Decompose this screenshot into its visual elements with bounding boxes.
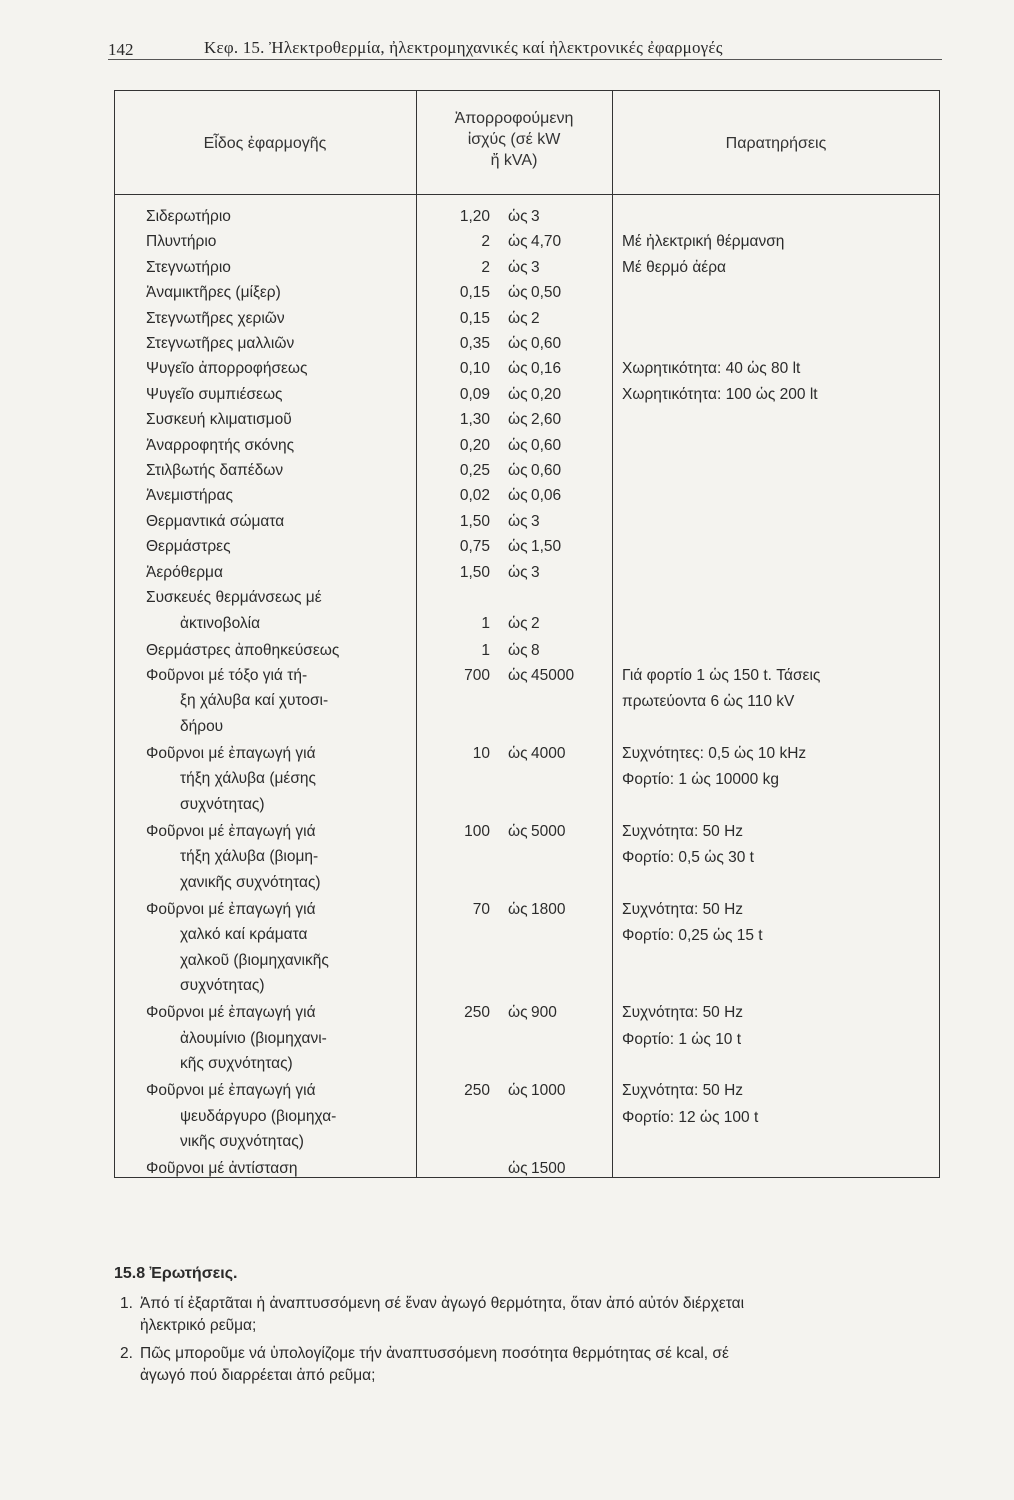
row-application: χανικῆς συχνότητας) <box>180 873 321 891</box>
col-header-notes: Παρατηρήσεις <box>725 135 827 152</box>
row-application: Συσκευή κλιματισμοῦ <box>146 411 292 429</box>
row-power-separator: ὡς <box>508 284 528 302</box>
row-application: Ἀνεμιστήρας <box>146 487 233 505</box>
row-application: Στιλβωτής δαπέδων <box>146 462 284 479</box>
row-power-from: 0,25 <box>459 462 490 479</box>
row-power-from: 0,09 <box>459 385 490 403</box>
row-application: συχνότητας) <box>180 977 265 995</box>
col-header-application: Εἶδος ἐφαρμογῆς <box>203 135 327 152</box>
row-application: Φοῦρνοι μέ τόξο γιά τή- <box>146 666 308 684</box>
row-power-separator: ὡς <box>508 385 528 403</box>
row-power-to: 0,60 <box>531 436 562 454</box>
row-power-separator: ὡς <box>508 487 528 505</box>
row-power-to: 0,60 <box>531 462 562 479</box>
row-power-separator: ὡς <box>508 411 528 429</box>
row-power-separator: ὡς <box>508 614 528 632</box>
row-power-separator: ὡς <box>508 462 528 479</box>
row-note: Φορτίο: 1 ὡς 10 t <box>622 1030 742 1048</box>
row-power-from: 70 <box>472 900 490 918</box>
row-application: Στεγνωτήριο <box>146 258 231 276</box>
row-application: ἀλουμίνιο (βιομηχανι- <box>180 1029 327 1047</box>
row-application: Συσκευές θερμάνσεως μέ <box>146 589 322 606</box>
row-application: Ψυγεῖο ἀπορροφήσεως <box>146 360 308 378</box>
row-power-separator: ὡς <box>508 512 528 530</box>
row-power-to: 0,20 <box>531 385 562 403</box>
row-note: Συχνότητα: 50 Hz <box>622 900 744 918</box>
row-power-from: 0,20 <box>459 436 490 454</box>
row-power-to: 3 <box>531 208 540 225</box>
row-application: Στεγνωτῆρες μαλλιῶν <box>146 335 295 352</box>
row-note: Χωρητικότητα: 40 ὡς 80 lt <box>622 360 801 378</box>
header-divider <box>114 194 940 195</box>
row-application: Φοῦρνοι μέ ἀντίσταση <box>146 1160 298 1178</box>
row-application: Ἀερόθερμα <box>146 563 223 581</box>
row-application: δήρου <box>180 717 224 735</box>
row-power-from: 1,50 <box>459 563 490 581</box>
row-power-to: 2,60 <box>531 411 562 429</box>
col-header-power-line: ἰσχύς (σέ kW <box>467 131 561 148</box>
row-power-separator: ὡς <box>508 436 528 454</box>
row-application: ξη χάλυβα καί χυτοσι- <box>180 692 329 710</box>
row-power-to: 0,60 <box>531 335 562 352</box>
row-power-to: 8 <box>531 641 540 659</box>
row-power-separator: ὡς <box>508 641 528 659</box>
row-power-separator: ὡς <box>508 233 528 251</box>
row-power-from: 250 <box>464 1082 490 1100</box>
row-power-from: 250 <box>464 1004 490 1022</box>
row-power-separator: ὡς <box>508 822 528 840</box>
row-application: Ἀναμικτῆρες (μίξερ) <box>146 284 281 302</box>
row-application: χαλκό καί κράματα <box>180 926 308 944</box>
row-power-to: 3 <box>531 563 540 581</box>
row-power-to: 0,16 <box>531 360 562 378</box>
row-power-from: 2 <box>481 258 490 276</box>
row-power-to: 2 <box>531 614 540 632</box>
row-power-from: 2 <box>481 233 490 251</box>
row-power-separator: ὡς <box>508 900 528 918</box>
row-note: Συχνότητα: 50 Hz <box>622 1082 744 1100</box>
row-power-to: 4000 <box>531 744 566 762</box>
question-line: Πῶς μποροῦμε νά ὑπολογίζομε τήν ἀναπτυσσόμενη ποσότητα θερμότητας σέ kcal, σέ <box>140 1345 729 1362</box>
row-power-separator: ὡς <box>508 335 528 352</box>
row-application: ἀκτινοβολία <box>180 614 261 632</box>
row-power-separator: ὡς <box>508 666 528 684</box>
row-application: Σιδερωτήριο <box>146 208 231 225</box>
row-power-from: 1,20 <box>459 208 490 225</box>
row-application: Φοῦρνοι μέ ἐπαγωγή γιά <box>146 1082 316 1100</box>
row-note: Γιά φορτίο 1 ὡς 150 t. Τάσεις <box>622 666 821 684</box>
row-power-separator: ὡς <box>508 563 528 581</box>
row-power-from: 1,30 <box>459 411 490 429</box>
row-application: Φοῦρνοι μέ ἐπαγωγή γιά <box>146 1004 316 1022</box>
row-power-from: 10 <box>472 744 490 762</box>
question-number: 2. <box>120 1345 133 1362</box>
row-power-to: 3 <box>531 512 540 530</box>
column-divider <box>416 90 417 1178</box>
row-note: Φορτίο: 0,5 ὡς 30 t <box>622 849 754 867</box>
questions-title: 15.8 Ἐρωτήσεις. <box>114 1265 238 1282</box>
row-note: Συχνότητα: 50 Hz <box>622 822 744 840</box>
row-application: τήξη χάλυβα (βιομη- <box>180 848 319 866</box>
row-power-to: 2 <box>531 309 540 327</box>
row-application: Στεγνωτῆρες χεριῶν <box>146 309 285 327</box>
row-application: χαλκοῦ (βιομηχανικῆς <box>180 951 329 969</box>
row-power-from: 0,35 <box>459 335 490 352</box>
row-application: συχνότητας) <box>180 795 265 813</box>
row-power-separator: ὡς <box>508 360 528 378</box>
row-application: Θερμάστρες <box>146 538 231 556</box>
row-power-from: 1,50 <box>459 512 490 530</box>
row-note: πρωτεύοντα 6 ὡς 110 kV <box>622 693 795 711</box>
row-application: Φοῦρνοι μέ ἐπαγωγή γιά <box>146 900 316 918</box>
row-power-from: 1 <box>481 614 490 632</box>
row-note: Μέ θερμό ἀέρα <box>622 258 726 276</box>
row-application: Φοῦρνοι μέ ἐπαγωγή γιά <box>146 744 316 762</box>
row-power-separator: ὡς <box>508 208 528 225</box>
row-power-from: 0,15 <box>459 284 490 302</box>
row-power-separator: ὡς <box>508 309 528 327</box>
running-title: Κεφ. 15. Ἠλεκτροθερμία, ἠλεκτρομηχανικές καί ἠλεκτρονικές ἐφαρμογές <box>204 38 723 57</box>
row-power-to: 0,06 <box>531 487 562 505</box>
row-power-to: 1000 <box>531 1082 566 1100</box>
row-power-separator: ὡς <box>508 538 528 556</box>
header-rule <box>108 59 942 60</box>
row-note: Συχνότητα: 50 Hz <box>622 1004 744 1022</box>
row-note: Φορτίο: 12 ὡς 100 t <box>622 1108 759 1126</box>
page-number: 142 <box>108 40 134 59</box>
row-power-to: 45000 <box>531 666 575 684</box>
row-note: Χωρητικότητα: 100 ὡς 200 lt <box>622 385 818 403</box>
col-header-power <box>418 108 610 171</box>
row-power-separator: ὡς <box>508 1004 528 1022</box>
row-application: Φοῦρνοι μέ ἐπαγωγή γιά <box>146 822 316 840</box>
row-power-separator: ὡς <box>508 1082 528 1100</box>
row-power-separator: ὡς <box>508 1160 528 1178</box>
row-power-from: 700 <box>464 666 490 684</box>
row-application: Ἀναρροφητής σκόνης <box>146 436 295 454</box>
row-application: τήξη χάλυβα (μέσης <box>180 770 316 788</box>
row-power-from: 100 <box>464 822 490 840</box>
row-application: Θερμαντικά σώματα <box>146 512 285 530</box>
question-line: Ἀπό τί ἐξαρτᾶται ἡ ἀναπτυσσόμενη σέ ἕναν ἀγωγό θερμότητα, ὅταν ἀπό αὐτόν διέρχεται <box>140 1295 745 1312</box>
row-power-from: 1 <box>481 641 490 659</box>
row-application: ψευδάργυρο (βιομηχα- <box>180 1107 337 1125</box>
row-power-to: 1800 <box>531 900 566 918</box>
row-power-separator: ὡς <box>508 744 528 762</box>
row-note: Συχνότητες: 0,5 ὡς 10 kHz <box>622 744 807 762</box>
row-power-from: 0,10 <box>459 360 490 378</box>
row-application: κῆς συχνότητας) <box>180 1055 293 1073</box>
row-application: Ψυγεῖο συμπιέσεως <box>146 385 283 403</box>
row-power-from: 0,75 <box>459 538 490 556</box>
row-power-to: 900 <box>531 1004 557 1022</box>
row-power-to: 1500 <box>531 1160 566 1178</box>
row-note: Μέ ἠλεκτρική θέρμανση <box>622 233 785 251</box>
row-note: Φορτίο: 0,25 ὡς 15 t <box>622 927 763 945</box>
row-power-to: 5000 <box>531 822 566 840</box>
col-header-power-line: ἤ kVA) <box>490 152 538 169</box>
row-power-separator: ὡς <box>508 258 528 276</box>
row-power-to: 4,70 <box>531 233 562 251</box>
row-application: νικῆς συχνότητας) <box>180 1133 304 1151</box>
row-power-to: 3 <box>531 258 540 276</box>
col-header-power-line: Ἀπορροφούμενη <box>454 110 574 127</box>
question-line: ἀγωγό πού διαρρέεται ἀπό ρεῦμα; <box>140 1367 376 1384</box>
row-power-to: 1,50 <box>531 538 562 556</box>
row-power-from: 0,15 <box>459 309 490 327</box>
row-application: Θερμάστρες ἀποθηκεύσεως <box>146 641 340 659</box>
column-divider <box>612 90 613 1178</box>
row-note: Φορτίο: 1 ὡς 10000 kg <box>622 771 779 789</box>
question-line: ἠλεκτρικό ρεῦμα; <box>140 1317 257 1334</box>
row-application: Πλυντήριο <box>146 233 217 251</box>
row-power-from: 0,02 <box>459 487 490 505</box>
row-power-to: 0,50 <box>531 284 562 302</box>
question-number: 1. <box>120 1295 133 1312</box>
